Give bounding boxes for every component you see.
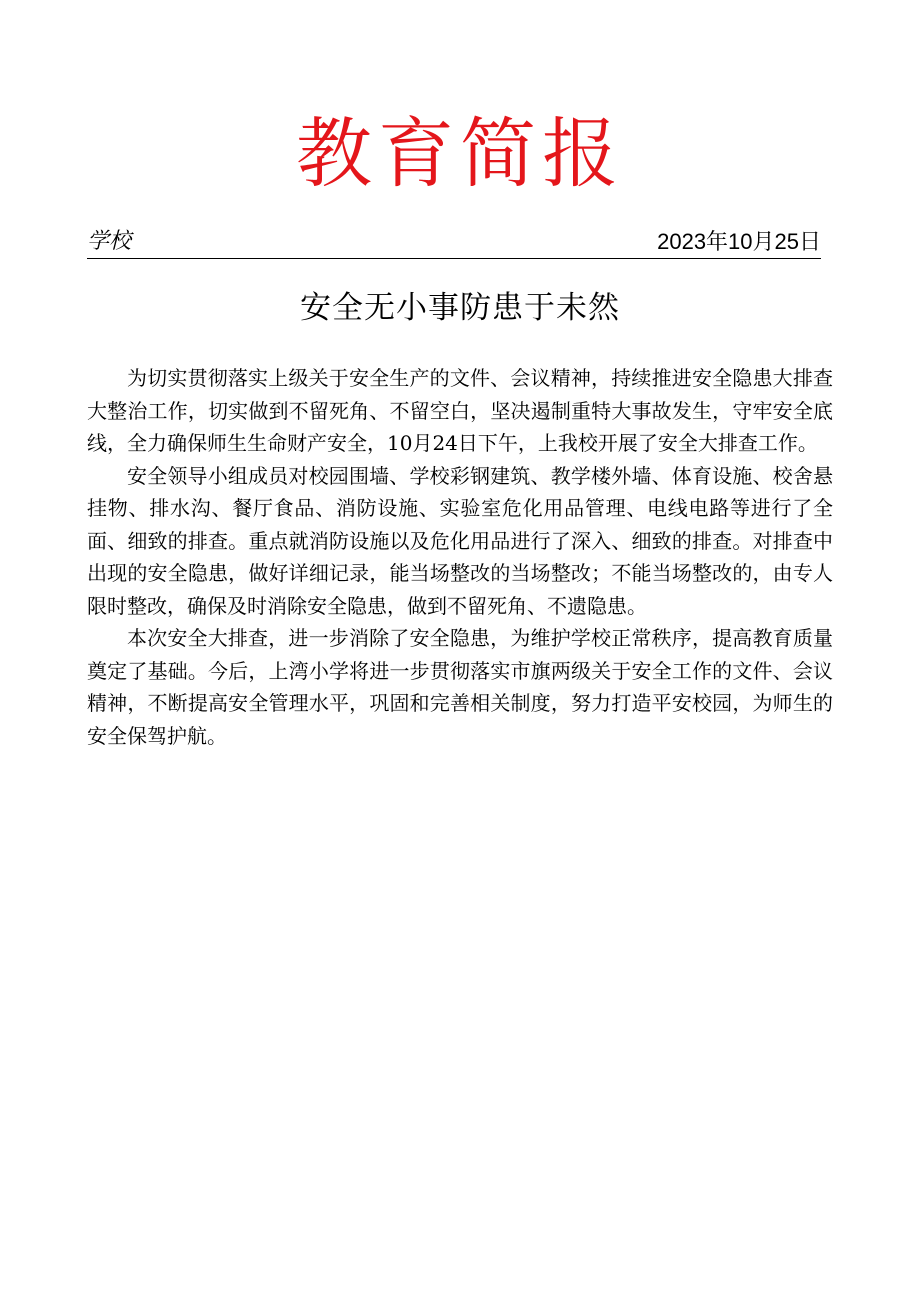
article-body: [87, 362, 833, 752]
article-title: 安全无小事防患于未然: [300, 290, 620, 326]
article-paragraph: 本次安全大排查，进一步消除了安全隐患，为维护学校正常秩序，提高教育质量奠定了基础。今后，上湾小学将进一步贯彻落实市旗两级关于安全工作的文件、会议精神，不断提高安全管理水平，巩固和完善相关制度，努力打造平安校园，为师生的安全保驾护航。: [87, 626, 833, 748]
article-paragraph: 安全领导小组成员对校园围墙、学校彩钢建筑、教学楼外墙、体育设施、校舍悬挂物、排水沟、餐厅食品、消防设施、实验室危化用品管理、电线电路等进行了全面、细致的排查。重点就消防设施以及危化用品进行了深入、细致的排查。对排查中出现的安全隐患，做好详细记录，能当场整改的当场整改；不能当场整改的，由专人限时整改，确保及时消除安全隐患，做到不留死角、不遗隐患。: [87, 463, 833, 618]
issue-date: 2023年10月25日: [657, 229, 821, 254]
school-label: 学校: [87, 229, 132, 254]
article-paragraph: 为切实贯彻落实上级关于安全生产的文件、会议精神，持续推进安全隐患大排查大整治工作，切实做到不留死角、不留空白，坚决遏制重特大事故发生，守牢安全底线，全力确保师生生命财产安全，10月24日下午，上我校开展了安全大排查工作。: [87, 366, 833, 455]
masthead-title: 教育简报: [296, 109, 624, 198]
issue-info-line: [87, 226, 821, 259]
